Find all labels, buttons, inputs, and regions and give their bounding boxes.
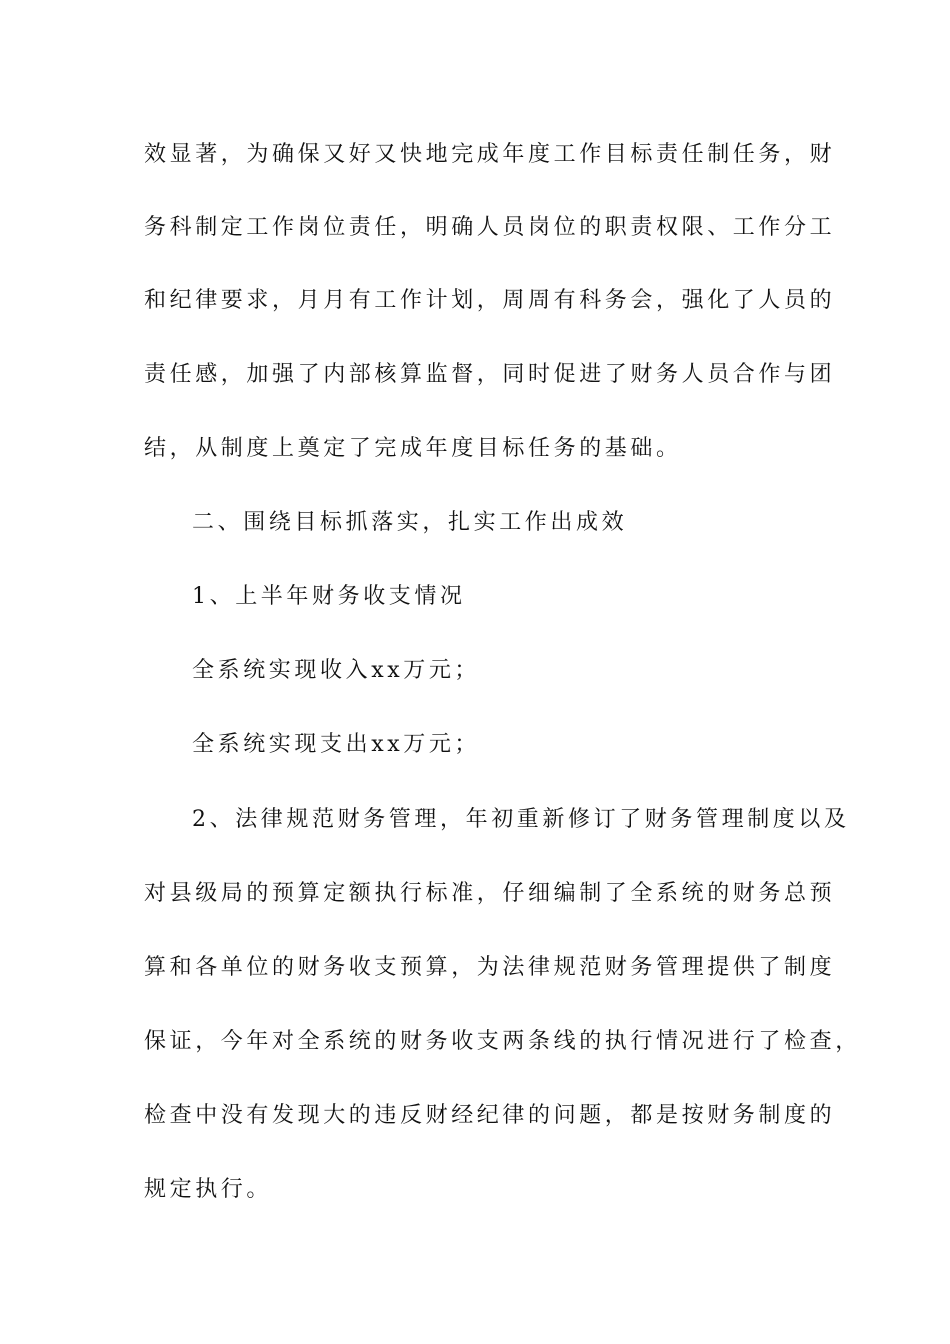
paragraph-2-line-6: 规定执行。: [144, 1177, 273, 1202]
paragraph-2-line-2: 对县级局的预算定额执行标准，仔细编制了全系统的财务总预: [144, 881, 836, 906]
section-heading-2: 二、围绕目标抓落实，扎实工作出成效: [192, 510, 628, 535]
paragraph-2-line-1: 2、法律规范财务管理，年初重新修订了财务管理制度以及: [192, 807, 850, 832]
subheading-1: 1、上半年财务收支情况: [192, 584, 466, 609]
paragraph-2-line-3: 算和各单位的财务收支预算，为法律规范财务管理提供了制度: [144, 955, 836, 980]
paragraph-1-line-5: 结，从制度上奠定了完成年度目标任务的基础。: [144, 436, 682, 461]
paragraph-2-line-5: 检查中没有发现大的违反财经纪律的问题，都是按财务制度的: [144, 1103, 836, 1128]
paragraph-1-line-3: 和纪律要求，月月有工作计划，周周有科务会，强化了人员的: [144, 288, 836, 313]
expenditure-line: 全系统实现支出xx万元；: [192, 732, 481, 757]
income-line: 全系统实现收入xx万元；: [192, 658, 481, 683]
paragraph-1-line-1: 效显著，为确保又好又快地完成年度工作目标责任制任务，财: [144, 142, 836, 167]
paragraph-2-line-4: 保证，今年对全系统的财务收支两条线的执行情况进行了检查，: [144, 1029, 861, 1054]
paragraph-1-line-4: 责任感，加强了内部核算监督，同时促进了财务人员合作与团: [144, 362, 836, 387]
paragraph-1-line-2: 务科制定工作岗位责任，明确人员岗位的职责权限、工作分工: [144, 215, 836, 240]
